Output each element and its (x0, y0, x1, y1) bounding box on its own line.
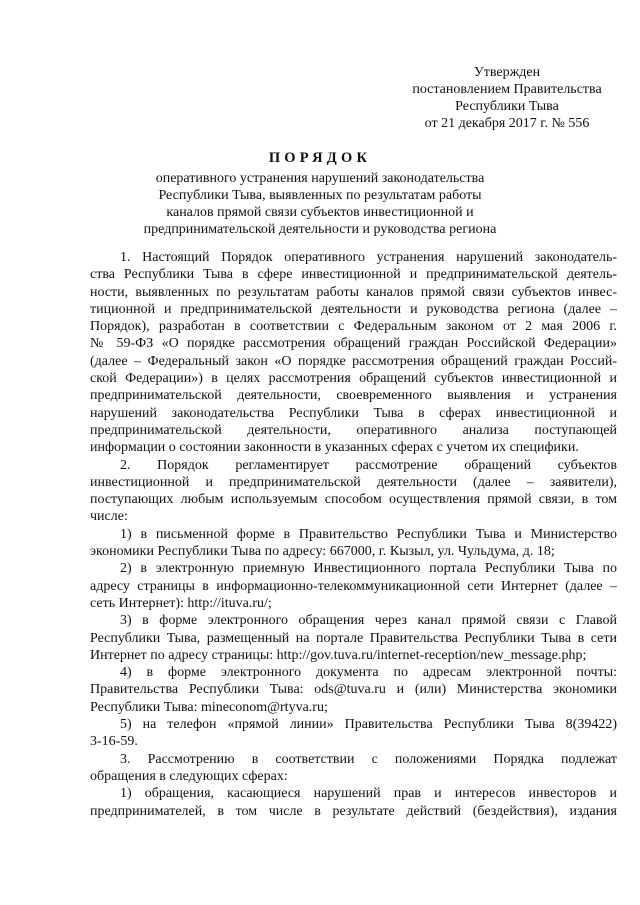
approval-line: Утвержден (473, 65, 541, 80)
body-line: 3. Рассмотрению в соответствии с положениями Порядка подлежат (120, 751, 617, 767)
document-title: ПОРЯДОК (268, 150, 372, 166)
body-line: № 59-ФЗ «О порядке рассмотрения обращений граждан Российской Федерации» (90, 336, 617, 352)
body-line: инвестиционной и предпринимательской деятельности (далее – заявители), (90, 474, 617, 490)
body-line: информации о состоянии законности в указанных сферах с учетом их специфики. (90, 440, 579, 456)
approval-line: постановлением Правительства (412, 82, 602, 97)
body-line: 2) в электронную приемную Инвестиционного портала Республики Тыва по (120, 561, 617, 577)
body-line: тиционной и предпринимательской деятельности и руководства региона (далее – (90, 301, 617, 317)
body-line: Интернет по адресу страницы: http://gov.tuva.ru/internet-reception/new_message.php; (90, 647, 587, 663)
document-body (90, 249, 617, 820)
body-line: предпринимательской деятельности, своевременного выявления и устранения (90, 388, 617, 404)
document-subtitle (0, 170, 640, 238)
body-line: 1) в письменной форме в Правительство Республики Тыва и Министерство (120, 526, 617, 542)
body-line: 4) в форме электронного документа по адресам электронной почты: (120, 665, 617, 681)
subtitle-line: оперативного устранения нарушений законодательства (155, 171, 485, 186)
body-line: обращения в следующих сферах: (90, 768, 288, 784)
subtitle-line: каналов прямой связи субъектов инвестиционной и (166, 205, 474, 220)
body-line: Порядок), разработан в соответствии с Федеральным законом от 2 мая 2006 г. (90, 319, 617, 335)
body-line: 1) обращения, касающиеся нарушений прав и интересов инвесторов и (120, 786, 617, 802)
body-line: Правительства Республики Тыва: ods@tuva.ru и (или) Министерства экономики (90, 682, 617, 698)
body-line: поступающих любым используемым способом осуществления прямой связи, в том (90, 492, 617, 508)
body-line: числе: (90, 509, 128, 525)
body-line: 3) в форме электронного обращения через канал прямой связи с Главой (120, 613, 617, 629)
body-line: ства Республики Тыва в сфере инвестиционной и предпринимательской деятель- (90, 267, 617, 283)
subtitle-line: Республики Тыва, выявленных по результатам работы (158, 188, 482, 203)
approval-line: Республики Тыва (455, 99, 559, 114)
body-line: 1. Настоящий Порядок оперативного устранения нарушений законодатель- (120, 250, 617, 265)
body-line: Республики Тыва: mineconom@rtyva.ru; (90, 699, 328, 715)
body-line: ности, выявленных по результатам работы каналов прямой связи субъектов инвес- (90, 284, 617, 300)
body-line: (далее – Федеральный закон «О порядке рассмотрения обращений граждан Россий- (90, 353, 617, 369)
body-line: Республики Тыва, размещенный на портале Правительства Республики Тыва в сети (90, 630, 617, 646)
body-line: предпринимательской деятельности, оперативного анализа поступающей (90, 422, 617, 438)
body-line: экономики Республики Тыва по адресу: 667000, г. Кызыл, ул. Чульдума, д. 18; (90, 544, 555, 560)
body-line: 3-16-59. (90, 734, 138, 750)
body-line: сеть Интернет): http://ituva.ru/; (90, 595, 272, 611)
body-line: адресу страницы в информационно-телекоммуникационной сети Интернет (далее – (90, 578, 617, 594)
approval-stamp (392, 64, 622, 132)
subtitle-line: предпринимательской деятельности и руководства региона (143, 222, 497, 237)
approval-line: от 21 декабря 2017 г. № 556 (424, 116, 590, 131)
body-line: нарушений законодательства Республики Тыва в сферах инвестиционной и (90, 405, 617, 421)
body-line: ской Федерации») в целях рассмотрения обращений субъектов инвестиционной и (90, 371, 617, 387)
body-line: предпринимателей, в том числе в результате действий (бездействия), издания (90, 803, 617, 819)
body-line: 2. Порядок регламентирует рассмотрение обращений субъектов (120, 457, 617, 473)
body-line: 5) на телефон «прямой линии» Правительства Республики Тыва 8(39422) (120, 717, 617, 733)
